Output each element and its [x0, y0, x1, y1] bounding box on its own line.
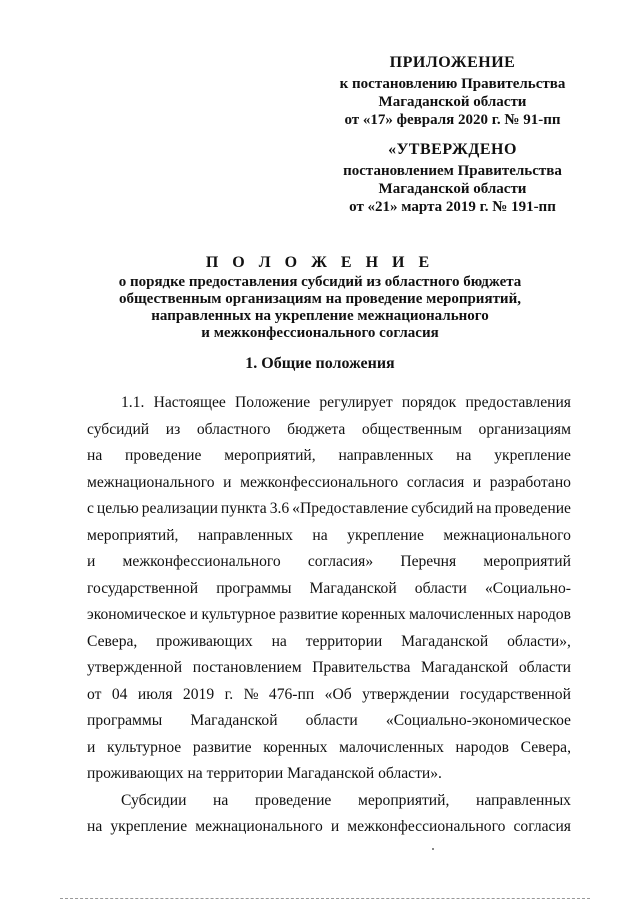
body-line: программы Магаданской области «Социально-экономическое	[87, 712, 571, 729]
title-line: и межконфессионального согласия	[201, 325, 439, 341]
body-line: на укрепление межнационального и межконфессионального согласия	[87, 818, 571, 835]
appendix-block	[325, 54, 580, 216]
title-line: о порядке предоставления субсидий из областного бюджета	[118, 274, 522, 290]
body-line: на проведение мероприятий, направленных на укрепление	[87, 447, 571, 464]
body-line: Субсидии на проведение мероприятий, направленных	[121, 791, 571, 809]
title-heading: П О Л О Ж Е Н И Е	[205, 254, 435, 271]
body-line: и культурное развитие коренных малочисленных народов Севера,	[87, 738, 571, 756]
approved-line: Магаданской области	[378, 181, 527, 197]
body-line: 1.1. Настоящее Положение регулирует порядок предоставления	[121, 394, 571, 411]
approved-line: от «21» марта 2019 г. № 191-пп	[349, 199, 556, 215]
appendix-line: к постановлению Правительства	[339, 76, 566, 92]
body-line: мероприятий, направленных на укрепление межнационального	[87, 526, 571, 544]
appendix-line: от «17» февраля 2020 г. № 91-пп	[344, 112, 561, 128]
body-line: с целью реализации пункта 3.6 «Предоставление субсидий на проведение	[87, 500, 571, 517]
body-line: государственной программы Магаданской области «Социально-	[87, 579, 571, 597]
approved-heading: «УТВЕРЖДЕНО	[388, 141, 517, 158]
title-line: общественным организациям на проведение мероприятий,	[119, 291, 521, 307]
body-line: Севера, проживающих на территории Магаданской области»,	[87, 632, 571, 650]
paragraph-1	[87, 390, 571, 788]
body-text	[87, 390, 571, 841]
paragraph-2	[87, 788, 571, 841]
body-line: субсидий из областного бюджета общественным организациям	[87, 420, 571, 438]
title-line: направленных на укрепление межнационального	[151, 308, 489, 324]
section-heading: 1. Общие положения	[245, 355, 395, 372]
appendix-heading: ПРИЛОЖЕНИЕ	[389, 54, 516, 71]
document-title	[60, 254, 580, 342]
body-line: утвержденной постановлением Правительства Магаданской области	[87, 659, 571, 676]
body-line: и межконфессионального согласия» Перечня мероприятий	[87, 553, 571, 570]
page-bottom-rule	[60, 898, 590, 900]
body-line: межнационального и межконфессионального согласия и разработано	[87, 473, 571, 491]
body-line: от 04 июля 2019 г. № 476-пп «Об утверждении государственной	[87, 685, 571, 703]
body-line: экономическое и культурное развитие коренных малочисленных народов	[87, 606, 571, 623]
approved-line: постановлением Правительства	[343, 163, 562, 179]
appendix-line: Магаданской области	[378, 94, 527, 110]
body-line: проживающих на территории Магаданской области».	[87, 765, 442, 782]
scan-speck	[432, 848, 434, 850]
